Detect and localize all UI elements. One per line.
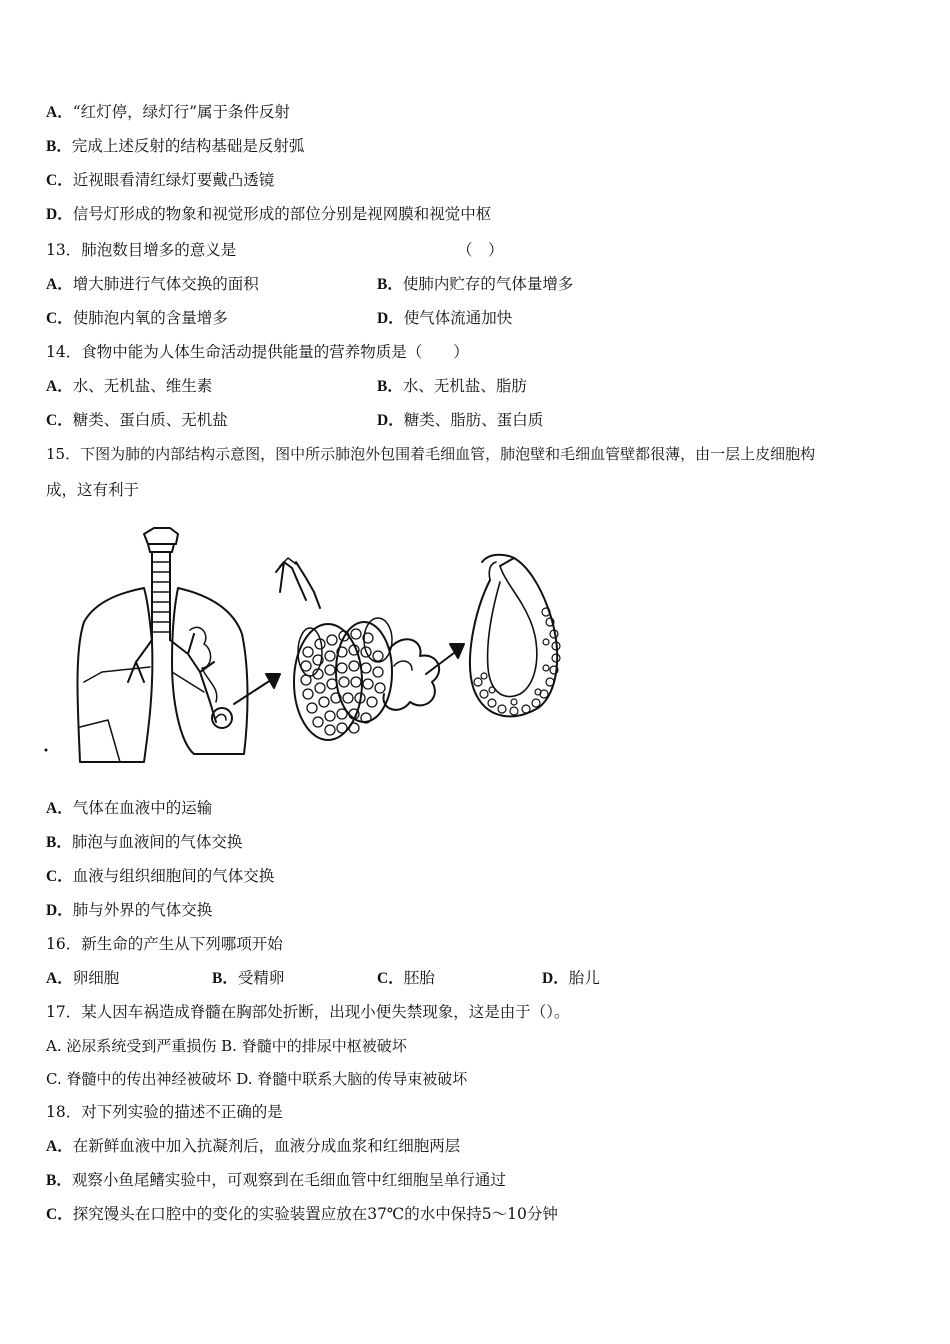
larynx-drawing bbox=[144, 528, 178, 544]
arrow-2 bbox=[426, 650, 458, 674]
q16-option-c: C．胚胎 bbox=[377, 969, 435, 987]
q15-stem-line2: 成，这有利于 bbox=[46, 481, 140, 499]
q15-option-c: C．血液与组织细胞间的气体交换 bbox=[46, 867, 275, 885]
trachea-drawing bbox=[152, 552, 170, 640]
q12-option-a: A．“红灯停，绿灯行”属于条件反射 bbox=[46, 103, 291, 121]
q14-option-d: D．糖类、脂肪、蛋白质 bbox=[377, 411, 544, 429]
q16-stem: 16．新生命的产生从下列哪项开始 bbox=[46, 935, 283, 953]
q14-option-b: B．水、无机盐、脂肪 bbox=[377, 377, 527, 395]
q13-stem: 13．肺泡数目增多的意义是 bbox=[46, 241, 237, 259]
alveolus-wall-drawing bbox=[470, 558, 557, 716]
q14-option-a: A．水、无机盐、维生素 bbox=[46, 377, 213, 395]
q17-options-cd: C. 脊髓中的传出神经被破坏 D. 脊髓中联系大脑的传导束被破坏 bbox=[46, 1070, 468, 1088]
arrow-1 bbox=[234, 678, 274, 704]
right-lung-drawing bbox=[172, 588, 248, 754]
q18-stem: 18．对下列实验的描述不正确的是 bbox=[46, 1103, 283, 1121]
bronchiole-drawing bbox=[276, 562, 320, 608]
q13-option-c: C．使肺泡内氧的含量增多 bbox=[46, 309, 228, 327]
q12-option-d: D．信号灯形成的物象和视觉形成的部位分别是视网膜和视觉中枢 bbox=[46, 205, 492, 223]
q15-stem-line1: 15．下图为肺的内部结构示意图，图中所示肺泡外包围着毛细血管，肺泡壁和毛细血管壁都很薄，由一层上皮细胞构 bbox=[46, 445, 816, 463]
q15-option-d: D．肺与外界的气体交换 bbox=[46, 901, 213, 919]
q17-stem: 17．某人因车祸造成脊髓在胸部处折断，出现小便失禁现象，这是由于（）。 bbox=[46, 1003, 570, 1021]
q14-option-c: C．糖类、蛋白质、无机盐 bbox=[46, 411, 228, 429]
q16-option-d: D．胎儿 bbox=[542, 969, 600, 987]
q18-option-a: A．在新鲜血液中加入抗凝剂后，血液分成血浆和红细胞两层 bbox=[46, 1137, 461, 1155]
q12-option-c: C．近视眼看清红绿灯要戴凸透镜 bbox=[46, 171, 275, 189]
q13-option-d: D．使气体流通加快 bbox=[377, 309, 513, 327]
q16-option-a: A．卵细胞 bbox=[46, 969, 120, 987]
q12-option-b: B．完成上述反射的结构基础是反射弧 bbox=[46, 137, 305, 155]
q13-option-a: A．增大肺进行气体交换的面积 bbox=[46, 275, 259, 293]
q14-stem: 14．食物中能为人体生命活动提供能量的营养物质是（ ） bbox=[46, 343, 469, 361]
q15-option-b: B．肺泡与血液间的气体交换 bbox=[46, 833, 243, 851]
lung-structure-figure bbox=[44, 522, 584, 772]
q16-option-b: B．受精卵 bbox=[212, 969, 285, 987]
stray-mark bbox=[45, 749, 48, 752]
q17-options-ab: A. 泌尿系统受到严重损伤 B. 脊髓中的排尿中枢被破坏 bbox=[46, 1037, 407, 1055]
q15-option-a: A．气体在血液中的运输 bbox=[46, 799, 213, 817]
q13-option-b: B．使肺内贮存的气体量增多 bbox=[377, 275, 574, 293]
q18-option-b: B．观察小鱼尾鳍实验中，可观察到在毛细血管中红细胞呈单行通过 bbox=[46, 1171, 506, 1189]
q13-answer-paren: （ ） bbox=[457, 241, 504, 259]
q18-option-c: C．探究馒头在口腔中的变化的实验装置应放在37℃的水中保持5～10分钟 bbox=[46, 1205, 558, 1223]
